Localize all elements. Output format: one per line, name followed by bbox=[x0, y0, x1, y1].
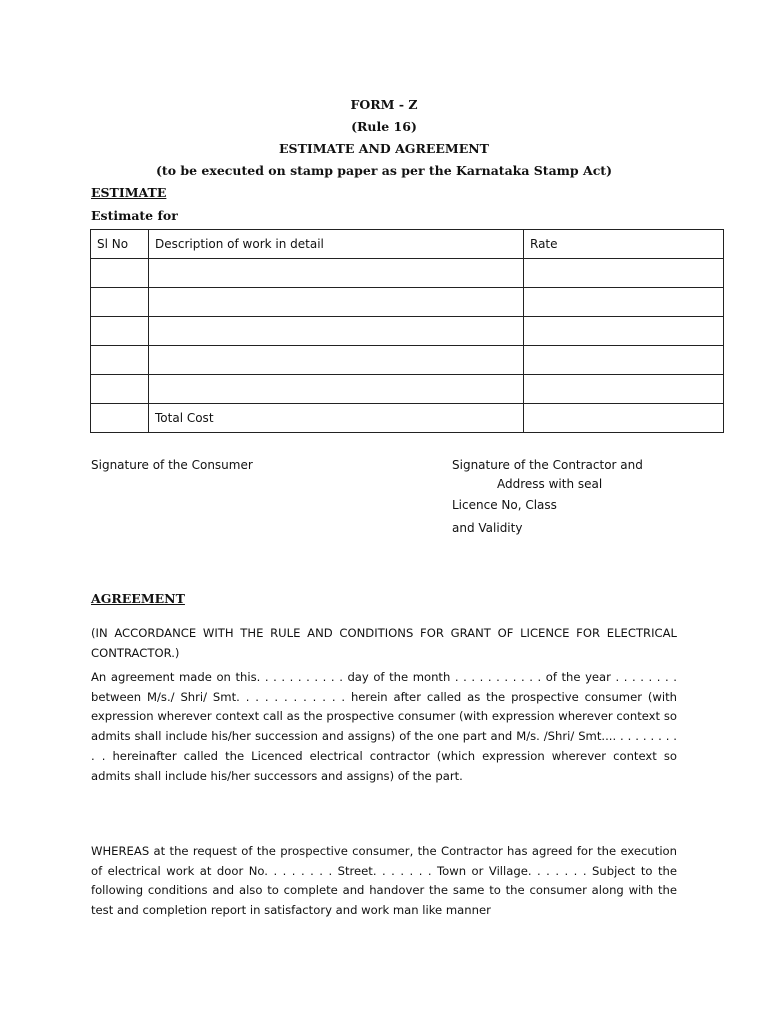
total-row bbox=[91, 404, 724, 433]
column-header-description: Description of work in detail bbox=[149, 230, 524, 259]
total-cost-label: Total Cost bbox=[149, 404, 524, 433]
whereas-paragraph: WHEREAS at the request of the prospective consumer, the Contractor has agreed for the execution of electrical work at door No. . . . . . . . Street. . . . . . . Town or Village. . . . . . . Subject to the following conditions and also to complete and handover the same to the consumer along with the test and completion report in satisfactory and work man like manner bbox=[91, 844, 677, 918]
accordance-paragraph: (IN ACCORDANCE WITH THE RULE AND CONDITIONS FOR GRANT OF LICENCE FOR ELECTRICAL CONTRACTOR.) bbox=[91, 626, 677, 660]
table-row bbox=[91, 375, 724, 404]
contractor-signature-label: Signature of the Contractor and bbox=[452, 458, 643, 472]
table-cell bbox=[149, 375, 524, 404]
licence-label: Licence No, Class bbox=[452, 498, 557, 512]
table-cell bbox=[91, 375, 149, 404]
table-cell bbox=[149, 346, 524, 375]
table-cell bbox=[524, 259, 724, 288]
column-header-rate: Rate bbox=[524, 230, 724, 259]
document-title: ESTIMATE AND AGREEMENT bbox=[279, 141, 489, 156]
estimate-heading: ESTIMATE bbox=[91, 185, 167, 200]
rule-number: (Rule 16) bbox=[351, 119, 417, 134]
table-cell bbox=[149, 317, 524, 346]
contractor-address-label: Address with seal bbox=[497, 477, 603, 491]
table-cell bbox=[149, 259, 524, 288]
table-cell bbox=[91, 346, 149, 375]
table-cell bbox=[524, 317, 724, 346]
table-row bbox=[91, 259, 724, 288]
agreement-heading: AGREEMENT bbox=[91, 591, 185, 606]
table-row bbox=[91, 288, 724, 317]
table-cell bbox=[91, 259, 149, 288]
total-cost-value bbox=[524, 404, 724, 433]
table-cell bbox=[91, 404, 149, 433]
form-title: FORM - Z bbox=[350, 97, 418, 112]
table-cell bbox=[524, 375, 724, 404]
table-row bbox=[91, 346, 724, 375]
column-header-sl-no: Sl No bbox=[91, 230, 149, 259]
stamp-note: (to be executed on stamp paper as per the Karnataka Stamp Act) bbox=[156, 163, 612, 178]
table-cell bbox=[91, 288, 149, 317]
consumer-signature-label: Signature of the Consumer bbox=[91, 458, 253, 472]
agreement-paragraph: An agreement made on this. . . . . . . . . . . day of the month . . . . . . . . . . . of the year . . . . . . . . between M/s./ Shri/ Smt. . . . . . . . . . . . herein after called as the prospective consumer (with expression wherever context call as the prospective consumer (with expression wherever context so admits shall include his/her succession and assigns) of the one part and M/s. /Shri/ Smt.... . . . . . . . . . . hereinafter called the Licenced electrical contractor (which expression wherever context so admits shall include his/her successors and assigns) of the part. bbox=[91, 670, 677, 783]
table-cell bbox=[149, 288, 524, 317]
table-row bbox=[91, 317, 724, 346]
estimate-table bbox=[90, 229, 724, 433]
table-header-row bbox=[91, 230, 724, 259]
table-cell bbox=[524, 346, 724, 375]
table-cell bbox=[524, 288, 724, 317]
table-cell bbox=[91, 317, 149, 346]
validity-label: and Validity bbox=[452, 521, 523, 535]
estimate-for-label: Estimate for bbox=[91, 208, 178, 223]
